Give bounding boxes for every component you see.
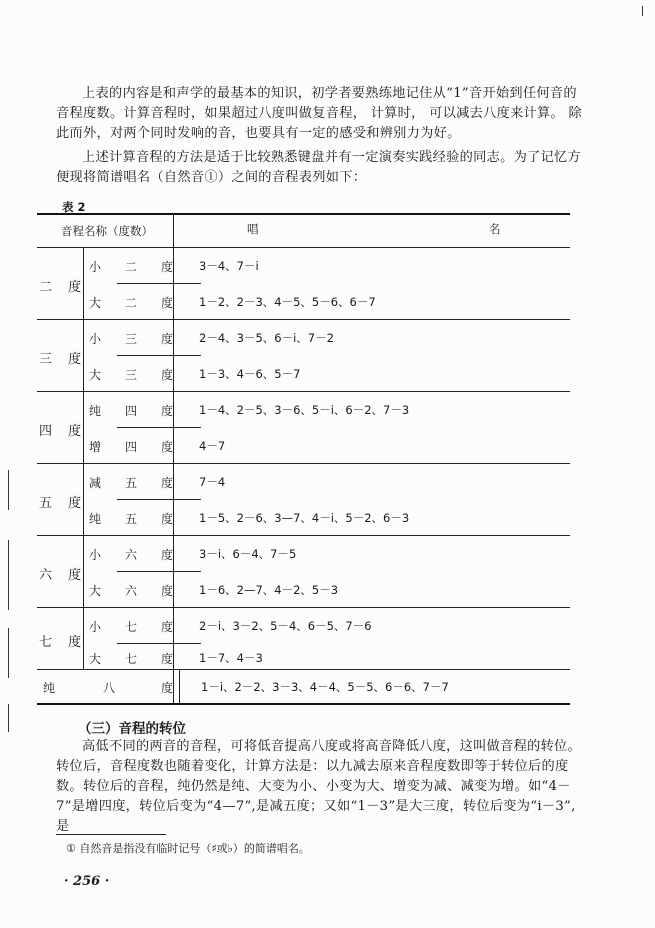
interval-value: 4－7 xyxy=(199,439,226,453)
table-bottom-rule xyxy=(37,703,570,705)
octave-label-char: 纯 xyxy=(43,681,56,695)
interval-value: 3－4、7－i xyxy=(199,259,259,273)
group-divider xyxy=(37,391,570,392)
interval-label: 大二度 xyxy=(89,296,173,310)
paragraph-inversion: 高低不同的两音的音程，可将低音提高八度或将高音降低八度，这叫做音程的转位。转位后，音程度数也随着变化，计算方法是：以九减去原来音程度数即等于转位后的度数。转位后的音程，纯仍然是纯、大变为小、小变为大、增变为减、减变为增。如“4－7”是增四度，转位后变为“4—7”,是减五度；又如“1－3”是大三度，转位后变为“i－3”,是 xyxy=(56,739,582,834)
row-divider xyxy=(117,643,201,644)
scan-mark xyxy=(642,6,643,16)
interval-value: 1－3、4－6、5－7 xyxy=(199,367,301,381)
header-solfege-2: 名 xyxy=(489,222,501,236)
interval-value: 1－5、2－6、3—7、4－i、5－2、6－3 xyxy=(199,511,410,525)
group-divider xyxy=(37,319,570,320)
interval-label: 大三度 xyxy=(89,368,173,382)
group-label: 二 度 xyxy=(39,280,88,295)
table-caption: 表 2 xyxy=(62,200,86,214)
group-divider xyxy=(37,463,570,464)
interval-label: 纯四度 xyxy=(89,404,173,418)
group-divider xyxy=(37,535,570,536)
interval-label: 大七度 xyxy=(89,652,173,666)
octave-label-char: 八 xyxy=(103,681,116,695)
row-divider xyxy=(117,283,201,284)
row-divider xyxy=(117,355,201,356)
interval-label: 纯五度 xyxy=(89,512,173,526)
header-solfege-1: 唱 xyxy=(247,222,259,236)
paragraph-intro: 上表的内容是和声学的最基本的知识，初学者要熟练地记住从“1”音开始到任何音的音程度数。计算音程时，如果超过八度叫做复音程， 计算时， 可以减去八度来计算。 除此而外，对两个同时发响的音，也要具有一定的感受和辨别力为好。 xyxy=(56,86,582,141)
column-divider xyxy=(173,213,174,703)
interval-value: 1－7、4－3 xyxy=(199,651,263,665)
group-label: 三 度 xyxy=(39,352,88,367)
group-label: 六 度 xyxy=(39,568,88,583)
interval-value: 1－4、2－5、3－6、5－i、6－2、7－3 xyxy=(199,403,410,417)
footnote: ① 自然音是指没有临时记号（♯或♭）的简谱唱名。 xyxy=(66,842,310,855)
group-label: 四 度 xyxy=(39,424,88,439)
row-divider xyxy=(117,571,201,572)
octave-value: 1－i、2－2、3－3、4－4、5－5、6－6、7－7 xyxy=(201,680,449,694)
page-number: · 256 · xyxy=(64,874,110,889)
scan-mark xyxy=(8,628,9,678)
section-title: （三）音程的转位 xyxy=(78,721,186,737)
interval-label: 增四度 xyxy=(89,440,173,454)
octave-label-char: 度 xyxy=(161,681,174,695)
group-divider xyxy=(37,669,570,670)
table-header-rule xyxy=(37,247,570,248)
interval-value: 7－4 xyxy=(199,475,226,489)
interval-value: 2－i、3－2、5－4、6－5、7－6 xyxy=(199,619,372,633)
scan-mark xyxy=(8,540,9,610)
column-divider-octave xyxy=(179,669,180,703)
row-divider xyxy=(117,427,201,428)
interval-table xyxy=(37,213,570,705)
header-interval-name: 音程名称（度数） xyxy=(61,224,153,238)
interval-value: 1－2、2－3、4－5、5－6、6－7 xyxy=(199,295,376,309)
subcolumn-divider xyxy=(83,247,84,669)
group-label: 五 度 xyxy=(39,496,88,511)
interval-label: 减五度 xyxy=(89,476,173,490)
interval-label: 小七度 xyxy=(89,620,173,634)
table-top-rule xyxy=(37,213,570,215)
row-divider xyxy=(117,499,201,500)
interval-label: 大六度 xyxy=(89,584,173,598)
interval-label: 小二度 xyxy=(89,260,173,274)
paragraph-method: 上述计算音程的方法是适于比较熟悉键盘并有一定演奏实践经验的同志。为了记忆方便现将简谱唱名（自然音①）之间的音程表列如下： xyxy=(56,150,582,185)
interval-value: 1－6、2—7、4－2、5－3 xyxy=(199,583,339,597)
interval-label: 小六度 xyxy=(89,548,173,562)
scan-mark xyxy=(8,470,9,510)
footnote-rule xyxy=(56,834,166,835)
group-label: 七 度 xyxy=(39,635,88,650)
interval-label: 小三度 xyxy=(89,332,173,346)
scan-mark xyxy=(8,704,9,732)
interval-value: 3－i、6－4、7－5 xyxy=(199,547,297,561)
group-divider xyxy=(37,607,570,608)
interval-value: 2－4、3－5、6－i、7－2 xyxy=(199,331,334,345)
